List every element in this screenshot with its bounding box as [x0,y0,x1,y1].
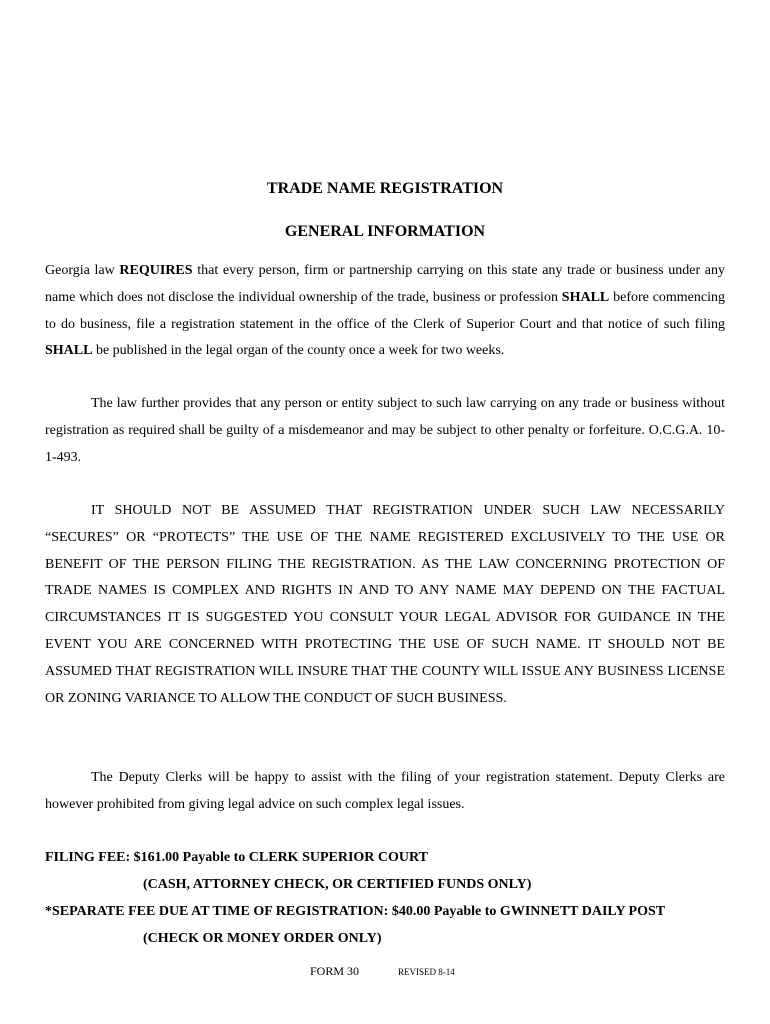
p1-text-1: Georgia law [45,263,120,278]
filing-fee-payment-methods: (CASH, ATTORNEY CHECK, OR CERTIFIED FUNDS ONLY) [143,877,532,892]
p1-emphasis-shall-1: SHALL [561,289,610,305]
separate-fee-payment-methods: (CHECK OR MONEY ORDER ONLY) [143,931,382,946]
document-title: TRADE NAME REGISTRATION [266,180,504,197]
p1-emphasis-requires: REQUIRES [119,263,193,278]
revision-date: REVISED 8-14 [398,967,455,977]
filing-fee-line: FILING FEE: $161.00 Payable to CLERK SUPERIOR COURT [45,850,428,865]
paragraph-deputy-clerks: The Deputy Clerks will be happy to assist with the filing of your registration statement. Deputy Clerks are however prohibited from giving legal advice on such complex legal issues. [45,770,725,812]
document-subtitle: GENERAL INFORMATION [284,223,486,240]
p1-text-3: before commencing to do business, file a registration statement in the office of the Clerk of Superior Court and that notice of such filing [45,289,726,332]
p1-text-4: be published in the legal organ of the county once a week for two weeks. [92,343,505,359]
form-number: FORM 30 [310,964,360,978]
p1-text-2: that every person, firm or partnership carrying on this state any trade or business under any name which does not disclose the individual ownership of the trade, business or profession [45,263,725,305]
p1-emphasis-shall-2: SHALL [45,343,93,359]
paragraph-disclaimer: IT SHOULD NOT BE ASSUMED THAT REGISTRATION UNDER SUCH LAW NECESSARILY “SECURES” OR “PROTECTS” THE USE OF THE NAME REGISTERED EXCLUSIVELY TO THE USE OR BENEFIT OF THE PERSON FILING THE REGISTRATION. AS THE LAW CONCERNING PROTECTION OF TRADE NAMES IS COMPLEX AND RIGHTS IN AND TO ANY NAME MAY DEPEND ON THE FACTUAL CIRCUMSTANCES IT IS SUGGESTED YOU CONSULT YOUR LEGAL ADVISOR FOR GUIDANCE IN THE EVENT YOU ARE CONCERNED WITH PROTECTING THE USE OF SUCH NAME. IT SHOULD NOT BE ASSUMED THAT REGISTRATION WILL INSURE THAT THE COUNTY WILL ISSUE ANY BUSINESS LICENSE OR ZONING VARIANCE TO ALLOW THE CONDUCT OF SUCH BUSINESS. [45,503,725,706]
paragraph-requirements [45,258,725,365]
paragraph-penalty: The law further provides that any person or entity subject to such law carrying on any trade or business without registration as required shall be guilty of a misdemeanor and may be subject to other penalty or forfeiture. O.C.G.A. 10-1-493. [45,396,725,465]
separate-fee-line: *SEPARATE FEE DUE AT TIME OF REGISTRATION: $40.00 Payable to GWINNETT DAILY POST [45,904,666,919]
